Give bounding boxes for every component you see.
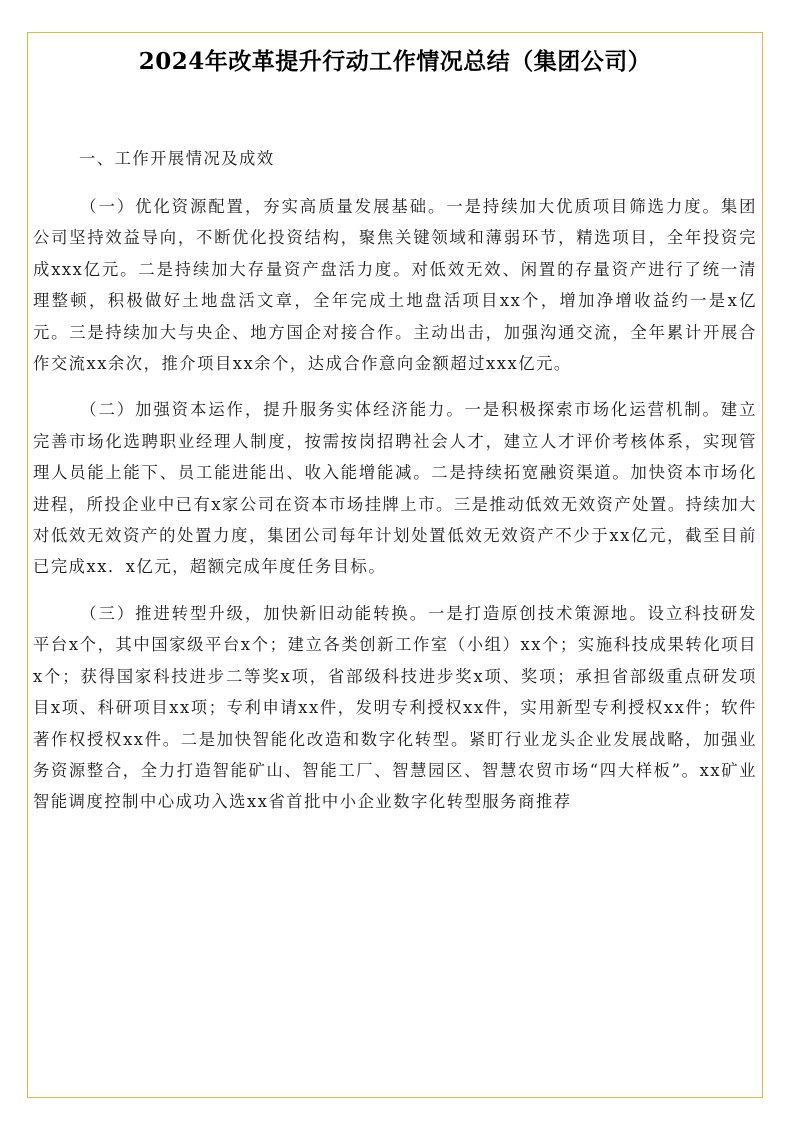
paragraph-3: （三）推进转型升级，加快新旧动能转换。一是打造原创技术策源地。设立科技研发平台x个，其中国家级平台x个；建立各类创新工作室（小组）xx个；实施科技成果转化项目x个；获得国家科技进步二等奖x项，省部级科技进步奖x项、奖项；承担省部级重点研发项目x项、科研项目xx项；专利申请xx件，发明专利授权xx件，实用新型专利授权xx件；软件著作权授权xx件。二是加快智能化改造和数字化转型。紧盯行业龙头企业发展战略，加强业务资源整合，全力打造智能矿山、智能工厂、智慧园区、智慧农贸市场“四大样板”。xx矿业智能调度控制中心成功入选xx省首批中小企业数字化转型服务商推荐 (33, 603, 757, 812)
document-title: 2024年改革提升行动工作情况总结（集团公司） (138, 48, 652, 75)
document-body (33, 142, 757, 833)
section-heading: 一、工作开展情况及成效 (79, 149, 275, 168)
paragraph-1: （一）优化资源配置，夯实高质量发展基础。一是持续加大优质项目筛选力度。集团公司坚持效益导向，不断优化投资结构，聚焦关键领域和薄弱环节，精选项目，全年投资完成xxx亿元。二是持续加大存量资产盘活力度。对低效无效、闲置的存量资产进行了统一清理整顿，积极做好土地盘活文章，全年完成土地盘活项目xx个，增加净增收益约一是x亿元。三是持续加大与央企、地方国企对接合作。主动出击，加强沟通交流，全年累计开展合作交流xx余次，推介项目xx余个，达成合作意向金额超过xxx亿元。 (33, 197, 757, 374)
paragraph-2: （二）加强资本运作，提升服务实体经济能力。一是积极探索市场化运营机制。建立完善市场化选聘职业经理人制度，按需按岗招聘社会人才，建立人才评价考核体系，实现管理人员能上能下、员工能进能出、收入能增能减。二是持续拓宽融资渠道。加快资本市场化进程，所投企业中已有x家公司在资本市场挂牌上市。三是推动低效无效资产处置。持续加大对低效无效资产的处置力度，集团公司每年计划处置低效无效资产不少于xx亿元，截至目前已完成xx．x亿元，超额完成年度任务目标。 (33, 400, 757, 577)
